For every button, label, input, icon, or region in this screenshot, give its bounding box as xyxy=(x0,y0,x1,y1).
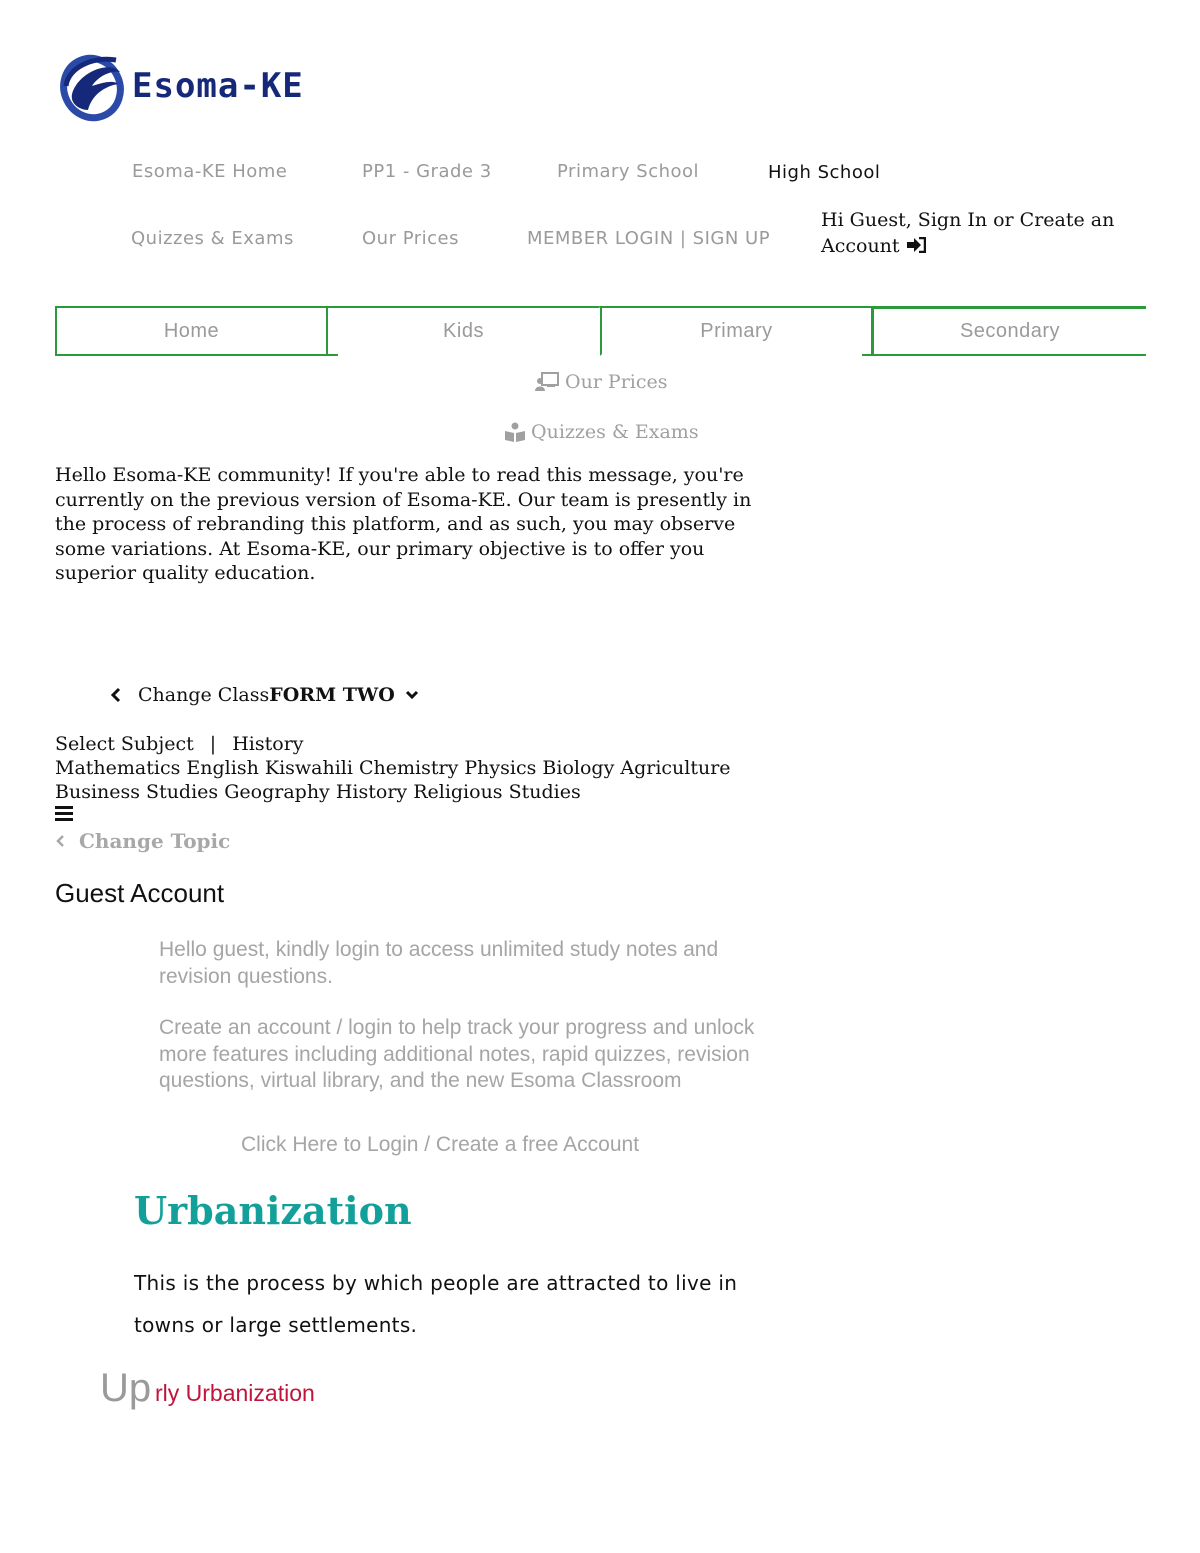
change-class-selector[interactable] xyxy=(110,684,419,706)
sublink-our-prices[interactable] xyxy=(535,371,668,393)
subject-link[interactable]: Physics xyxy=(464,757,537,779)
tab-primary[interactable] xyxy=(600,306,873,356)
subject-link[interactable]: English xyxy=(186,757,259,779)
nav-pp1-grade3[interactable]: PP1 - Grade 3 xyxy=(362,161,492,182)
tab-kids[interactable] xyxy=(326,306,601,356)
subject-link[interactable]: Agriculture xyxy=(620,757,731,779)
select-subject-label[interactable]: Select Subject xyxy=(55,733,194,755)
nav-esoma-home[interactable]: Esoma-KE Home xyxy=(132,161,288,182)
subject-link[interactable]: History xyxy=(335,781,408,803)
subject-link[interactable]: Chemistry xyxy=(359,757,459,779)
current-class: FORM TWO xyxy=(269,684,395,706)
sign-in-icon xyxy=(906,237,926,253)
sublink-our-prices-label: Our Prices xyxy=(565,371,668,393)
sublink-quizzes-label: Quizzes & Exams xyxy=(531,421,699,443)
subject-selector xyxy=(55,732,795,804)
topic-title: Urbanization xyxy=(134,1188,412,1233)
guest-features-message: Create an account / login to help track your progress and unlock more features including additional notes, rapid quizzes, revision questions, virtual library, and the new Esoma Classroom xyxy=(159,1016,755,1092)
reader-icon xyxy=(505,422,525,442)
subject-link[interactable]: Mathematics xyxy=(55,757,181,779)
login-create-account-link[interactable]: Click Here to Login / Create a free Account xyxy=(241,1133,640,1156)
tab-primary-label: Primary xyxy=(700,319,773,342)
tab-home[interactable] xyxy=(55,306,328,356)
sublink-quizzes-exams[interactable] xyxy=(505,421,699,443)
section-heading: rly Urbanization xyxy=(155,1380,315,1406)
logo-e-icon xyxy=(58,50,132,122)
subject-link[interactable]: Kiswahili xyxy=(264,757,353,779)
nav-member-login[interactable]: MEMBER LOGIN | SIGN UP xyxy=(527,228,771,249)
tab-home-label: Home xyxy=(163,319,220,342)
site-logo[interactable] xyxy=(58,50,304,122)
nav-primary-school[interactable]: Primary School xyxy=(557,161,700,182)
subject-list xyxy=(55,756,795,804)
chevron-left-icon xyxy=(110,687,122,703)
nav-high-school[interactable]: High School xyxy=(768,162,881,183)
tab-secondary-label: Secondary xyxy=(959,320,1061,342)
hamburger-menu-icon[interactable] xyxy=(55,806,73,822)
logo-text: Esoma-KE xyxy=(132,66,304,106)
subject-separator: | xyxy=(209,733,217,755)
chevron-down-icon xyxy=(405,689,419,701)
change-topic-label: Change Topic xyxy=(79,829,231,853)
nav-our-prices[interactable]: Our Prices xyxy=(362,228,459,249)
change-class-label: Change Class xyxy=(138,684,270,706)
guest-signin-link[interactable] xyxy=(821,207,1141,259)
subject-link[interactable]: Biology xyxy=(542,757,615,779)
subject-link[interactable]: Geography xyxy=(224,781,330,803)
subject-link[interactable]: Business Studies xyxy=(55,781,219,803)
guest-message: Hello guest, kindly login to access unlimited study notes and revision questions. xyxy=(159,938,719,988)
topic-definition: This is the process by which people are attracted to live in towns or large settlements. xyxy=(134,1271,738,1337)
scroll-up-label[interactable]: Up xyxy=(100,1366,152,1410)
subject-link[interactable]: Religious Studies xyxy=(413,781,581,803)
tab-secondary[interactable] xyxy=(872,306,1146,356)
rebranding-notice: Hello Esoma-KE community! If you're able to read this message, you're currently on the previous version of Esoma-KE. Our team is presently in the process of rebranding this platform, and as such, you may observe some variations. At Esoma-KE, our primary objective is to offer you superior quality education. xyxy=(55,464,752,584)
guest-account-title: Guest Account xyxy=(55,878,225,908)
tab-kids-label: Kids xyxy=(443,319,484,342)
chevron-left-icon xyxy=(55,834,65,848)
guest-signin-label: Hi Guest, Sign In or Create an Account xyxy=(821,209,1115,257)
current-subject: History xyxy=(232,733,304,755)
teacher-board-icon xyxy=(535,372,559,392)
nav-quizzes-exams[interactable]: Quizzes & Exams xyxy=(131,228,294,249)
change-topic-link[interactable] xyxy=(55,829,230,853)
tab-divider xyxy=(326,354,338,356)
